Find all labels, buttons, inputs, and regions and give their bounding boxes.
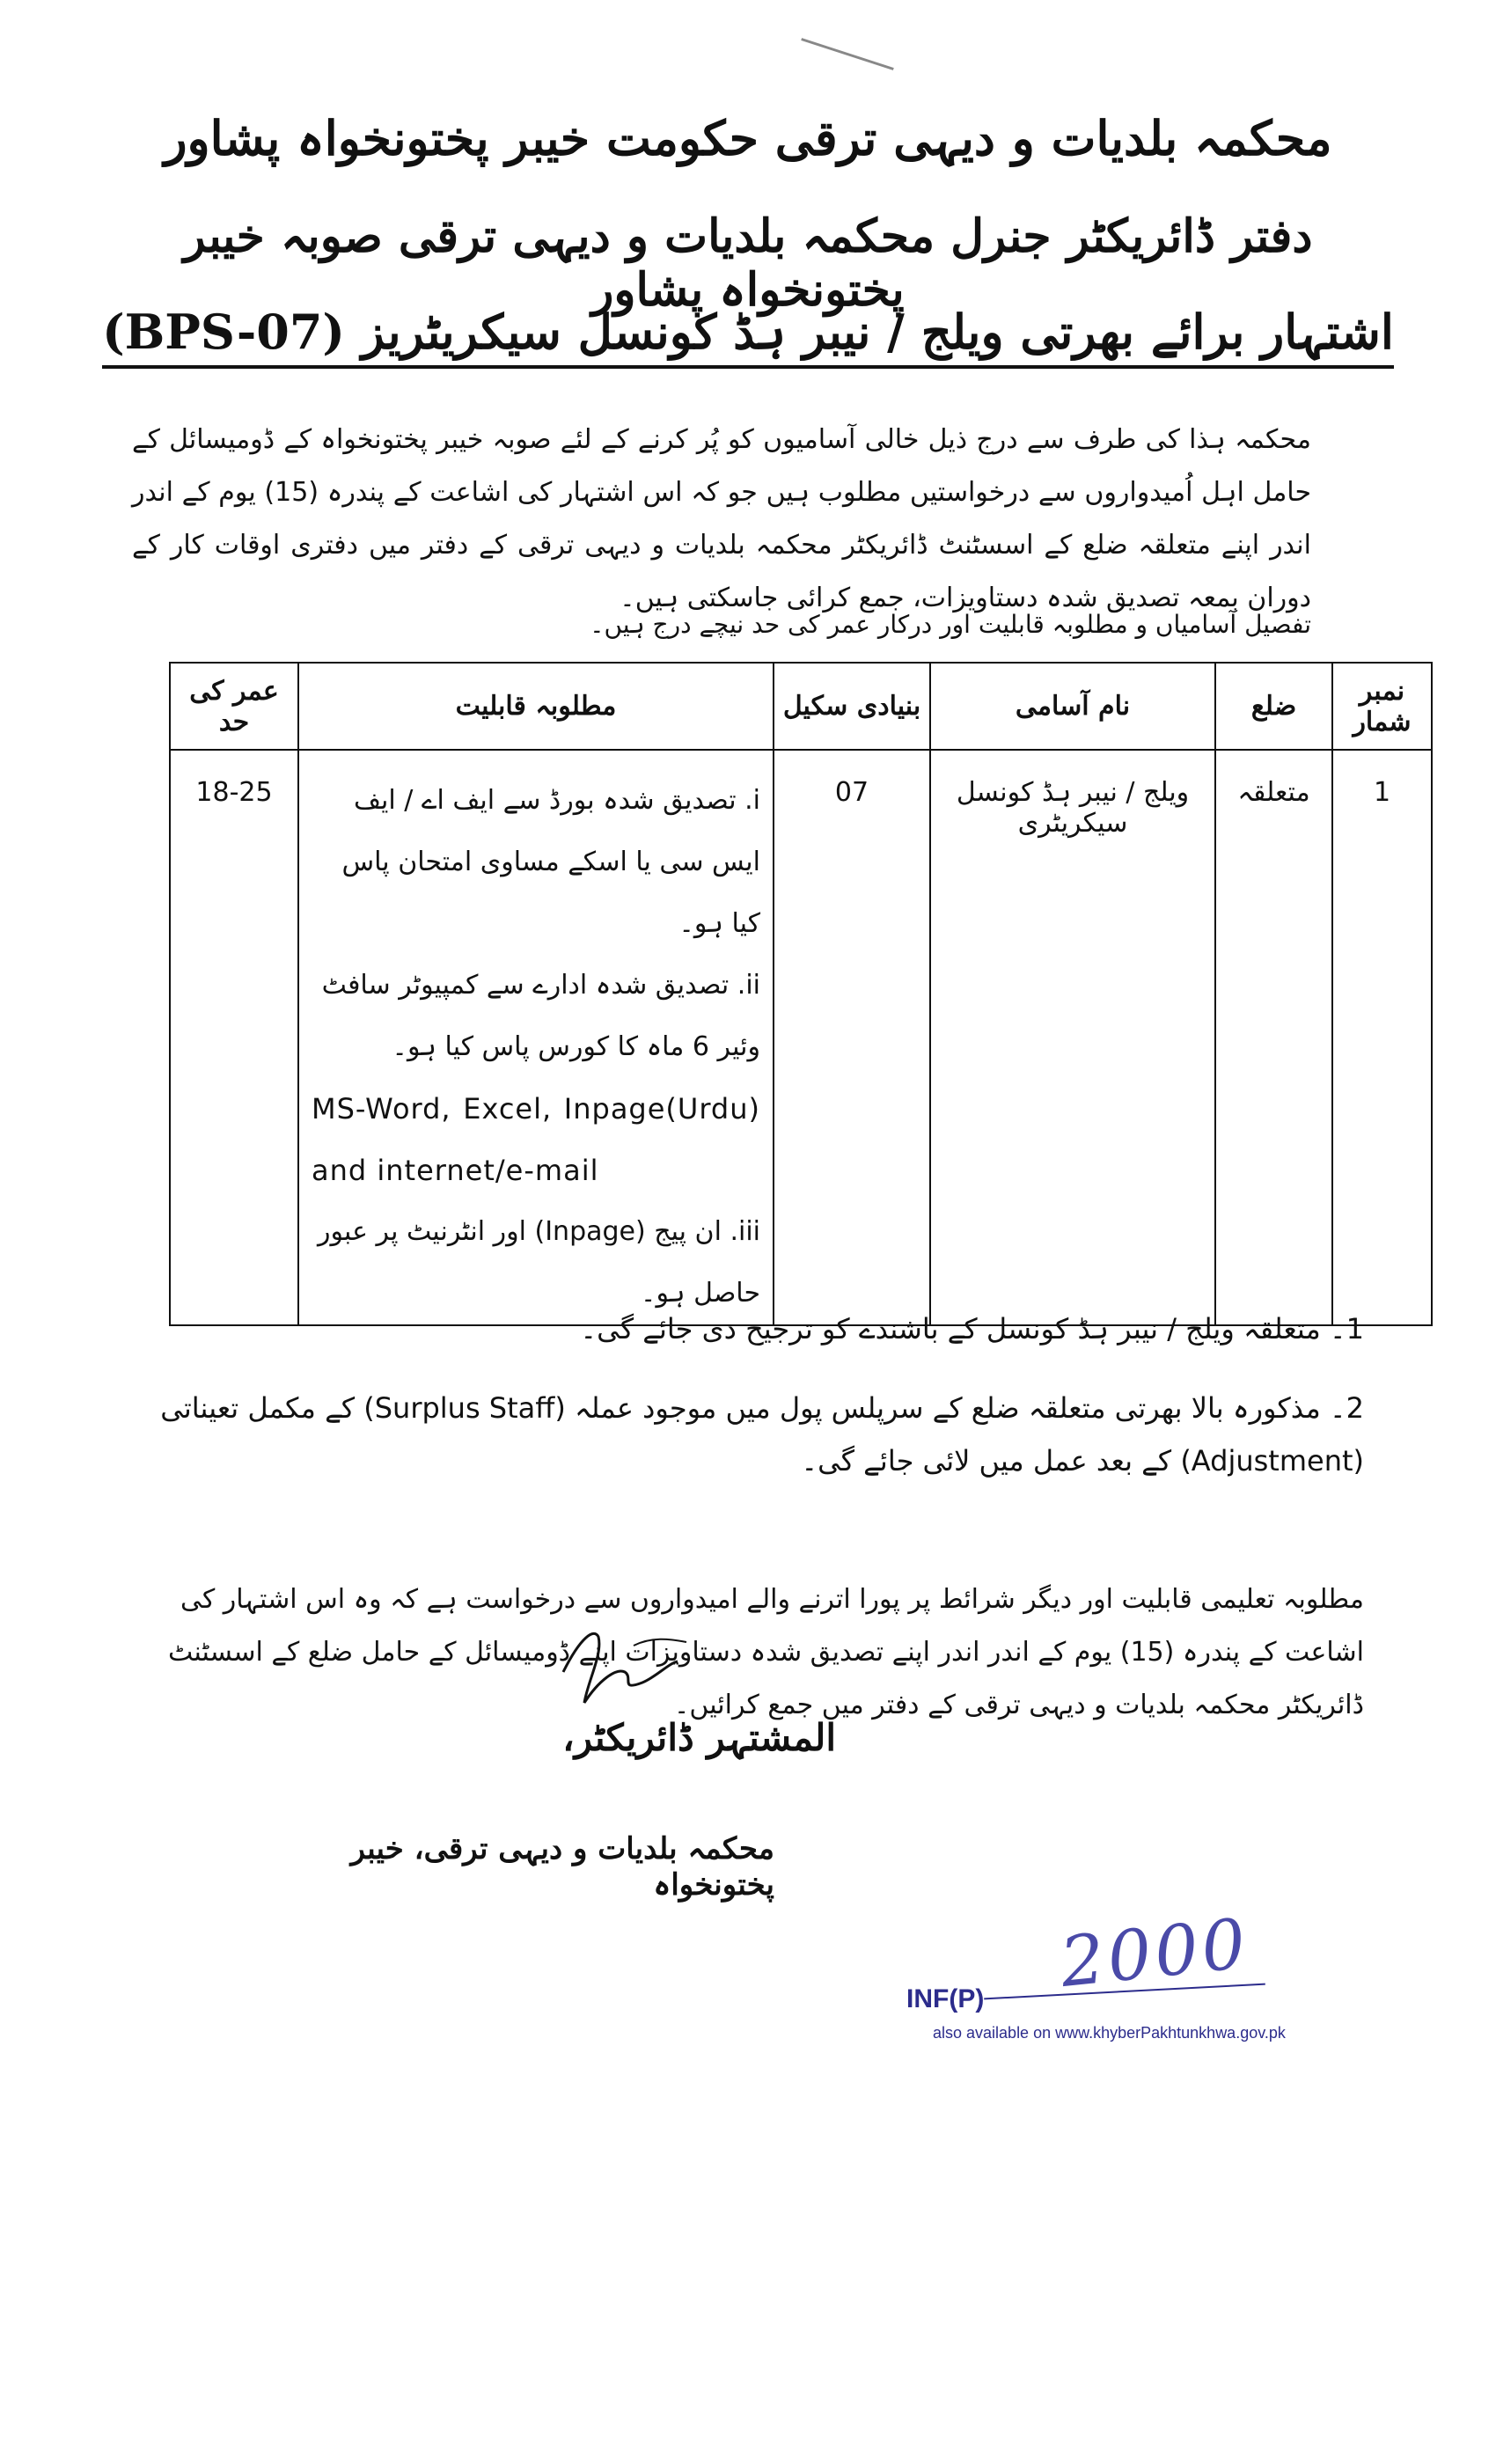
col-age-header: عمر کی حد	[170, 663, 298, 750]
signatory-title: المشتہر ڈائریکٹر،	[562, 1716, 836, 1759]
header-office: دفتر ڈائریکٹر جنرل محکمہ بلدیات و دیہی ترقی صوبہ خیبر پختونخواہ پشاور	[183, 209, 1313, 317]
intro-details-line: تفصیل آسامیاں و مطلوبہ قابلیت اور درکار عمر کی حد نیچے درج ہیں۔	[590, 610, 1311, 639]
handwritten-number: 2000	[1056, 1904, 1253, 2003]
note-1: 1۔ متعلقہ ویلج / نیبر ہڈ کونسل کے باشندے کو ترجیح دی جائے گی۔	[580, 1312, 1364, 1346]
qualification-1: i. تصدیق شدہ بورڈ سے ایف اے / ایف ایس سی یا اسکے مساوی امتحان پاس کیا ہو۔	[341, 785, 760, 939]
cell-age: 18-25	[170, 750, 298, 1325]
note-3: مطلوبہ تعلیمی قابلیت اور دیگر شرائط پر پورا اترنے والے امیدواروں سے درخواست ہے کہ وہ اس اشتہار کی اشاعت کے پندرہ (15) یوم کے اندر اندر اپنے تصدیق شدہ دستاویزات اپنے ڈومیسائل کے حامل ضلع کے اسسٹنٹ ڈائریکٹر محکمہ بلدیات و دیہی ترقی کے دفتر میں جمع کرائیں۔	[168, 1584, 1364, 1720]
cell-post: ویلج / نیبر ہڈ کونسل سیکریٹری	[930, 750, 1215, 1325]
cell-qualification	[298, 750, 774, 1325]
col-district-header: ضلع	[1215, 663, 1332, 750]
availability-note: also available on www.khyberPakhtunkhwa.gov.pk	[933, 2024, 1286, 2042]
pen-stroke	[801, 38, 894, 70]
table-row	[170, 750, 1432, 1325]
col-post-header: نام آسامی	[930, 663, 1215, 750]
header-department: محکمہ بلدیات و دیہی ترقی حکومت خیبر پختونخواہ پشاور	[164, 110, 1332, 166]
qualification-2-software: MS-Word, Excel, Inpage(Urdu) and internet/e-mail	[312, 1092, 760, 1187]
col-scale-header: بنیادی سکیل	[774, 663, 930, 750]
col-serial-header: نمبر شمار	[1332, 663, 1432, 750]
inf-stamp: INF(P)	[906, 1984, 985, 2013]
cell-scale: 07	[774, 750, 930, 1325]
note-2: 2۔ مذکورہ بالا بھرتی متعلقہ ضلع کے سرپلس پول میں موجود عملہ (Surplus Staff) کے مکمل تعیناتی (Adjustment) کے بعد عمل میں لائی جائے گی۔	[160, 1391, 1364, 1478]
advertisement-title	[88, 304, 1408, 360]
qualification-2: ii. تصدیق شدہ ادارے سے کمپیوٹر سافٹ وئیر 6 ماہ کا کورس پاس کیا ہو۔	[321, 970, 760, 1062]
table-header-row	[170, 663, 1432, 750]
intro-paragraph: محکمہ ہذا کی طرف سے درج ذیل خالی آسامیوں کو پُر کرنے کے لئے صوبہ خیبر پختونخواہ کے ڈومیسائل کے حامل اہل اُمیدواروں سے درخواستیں مطلوب ہیں جو کہ اس اشتہار کی اشاعت کے پندرہ (15) یوم کے اندر اندر اپنے متعلقہ ضلع کے اسسٹنٹ ڈائریکٹر محکمہ بلدیات و دیہی ترقی کے دفتر میں دفتری اوقات کار کے دوران بمعہ تصدیق شدہ دستاویزات، جمع کرائی جاسکتی ہیں۔	[132, 424, 1311, 613]
signature-mark	[546, 1619, 695, 1725]
qualification-3: iii. ان پیج (Inpage) اور انٹرنیٹ پر عبور حاصل ہو۔	[318, 1216, 760, 1309]
signatory-department: محکمہ بلدیات و دیہی ترقی، خیبر پختونخواہ	[350, 1831, 774, 1903]
cell-serial: 1	[1332, 750, 1432, 1325]
cell-district: متعلقہ	[1215, 750, 1332, 1325]
advertisement-title-text: اشتہار برائے بھرتی ویلج / نیبر ہڈ کونسل سیکریٹریز (BPS-07)	[102, 304, 1394, 369]
posts-table	[169, 662, 1433, 1326]
col-qualification-header: مطلوبہ قابلیت	[298, 663, 774, 750]
